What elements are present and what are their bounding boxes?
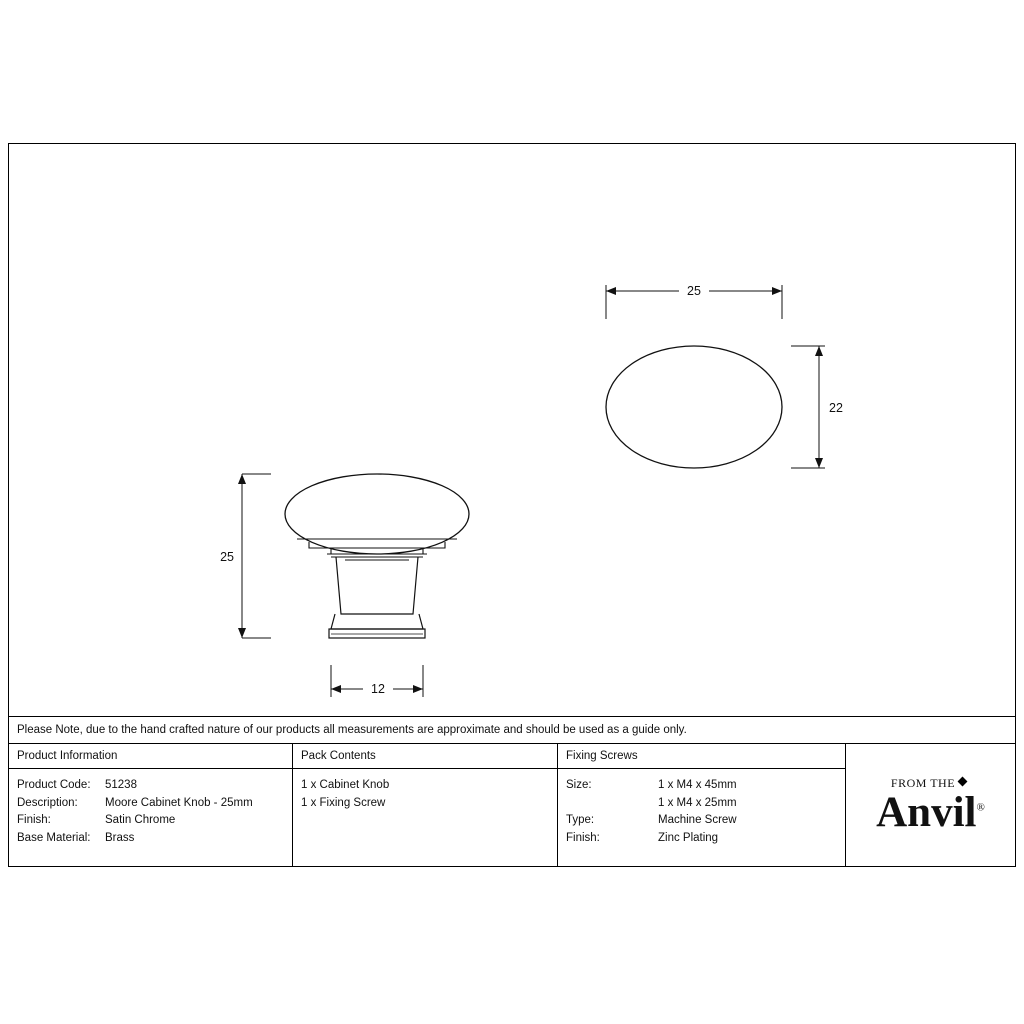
screw-size-label: Size: — [566, 779, 592, 791]
logo-main-text — [876, 788, 985, 836]
screw-size-value-1: 1 x M4 x 45mm — [658, 779, 737, 791]
pack-contents-column — [293, 744, 558, 866]
table-row — [566, 812, 837, 830]
fixing-screws-header: Fixing Screws — [558, 744, 845, 769]
side-elevation-view — [220, 474, 469, 698]
technical-drawing-svg — [9, 144, 1015, 716]
brand-logo — [846, 744, 1015, 866]
registered-trademark-icon: ® — [976, 801, 985, 814]
base-material-label: Base Material: — [17, 831, 91, 844]
logo-from-the-text: FROM THE — [890, 775, 956, 790]
fixing-screws-column — [558, 744, 846, 866]
measurement-note-text: Please Note, due to the hand crafted nature of our products all measurements are approximate and should be used as a guide only. — [17, 724, 687, 736]
table-row — [566, 830, 837, 848]
measurement-note — [9, 716, 1015, 744]
plan-view — [606, 282, 843, 468]
screw-finish-value: Zinc Plating — [658, 831, 719, 844]
screw-finish-label: Finish: — [566, 831, 600, 844]
product-code-value: 51238 — [105, 779, 137, 791]
logo-anvil-word: Anvil — [876, 788, 977, 836]
screw-size-label-blank — [566, 795, 658, 813]
drawing-sheet — [8, 143, 1016, 867]
product-code-label: Product Code: — [17, 779, 91, 791]
finish-value: Satin Chrome — [105, 814, 176, 826]
description-value: Moore Cabinet Knob - 25mm — [105, 796, 253, 809]
table-row — [17, 777, 284, 795]
dim-plan-width: 22 — [829, 401, 843, 415]
table-row — [17, 812, 284, 830]
screw-type-label: Type: — [566, 814, 595, 826]
pack-contents-header: Pack Contents — [293, 744, 557, 769]
description-label: Description: — [17, 796, 78, 809]
diamond-icon — [958, 776, 968, 786]
drawing-area — [9, 144, 1015, 716]
product-information-header: Product Information — [9, 744, 292, 769]
product-information-column — [9, 744, 293, 866]
list-item: 1 x Cabinet Knob — [301, 779, 390, 791]
screw-type-value: Machine Screw — [658, 814, 737, 826]
base-material-value: Brass — [105, 831, 135, 844]
table-row — [566, 777, 837, 795]
dim-side-height: 25 — [220, 550, 234, 564]
screw-size-value-2: 1 x M4 x 25mm — [658, 796, 737, 809]
list-item: 1 x Fixing Screw — [301, 796, 386, 809]
specification-table — [9, 744, 1015, 866]
table-row — [566, 795, 837, 813]
logo-top-text — [876, 777, 985, 789]
table-row — [17, 830, 284, 848]
table-row — [17, 795, 284, 813]
dim-plan-length: 25 — [687, 284, 701, 298]
dim-side-base-width: 12 — [371, 682, 385, 696]
finish-label: Finish: — [17, 814, 51, 826]
